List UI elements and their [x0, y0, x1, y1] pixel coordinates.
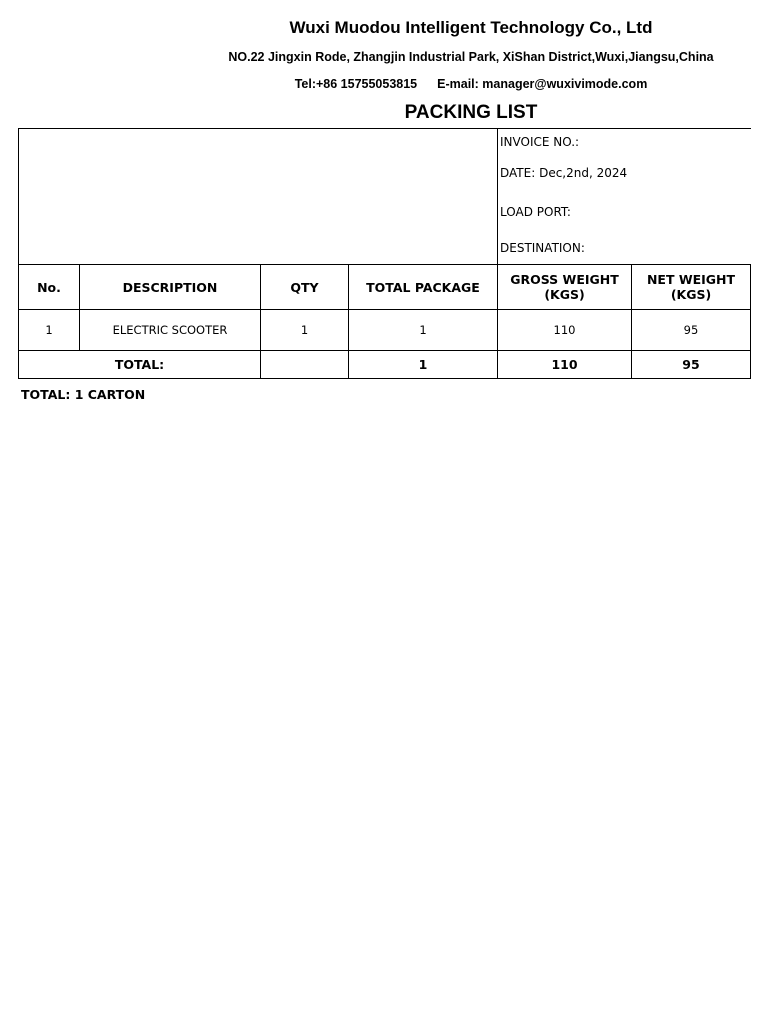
cell-net-weight: 95	[632, 310, 751, 351]
company-contact	[174, 77, 768, 91]
header-net-weight	[632, 265, 751, 310]
header-no: No.	[19, 265, 80, 310]
packing-list-table	[18, 128, 751, 379]
header-description: DESCRIPTION	[80, 265, 261, 310]
info-row	[19, 129, 751, 265]
document-title: PACKING LIST	[404, 102, 538, 123]
total-gross-weight: 110	[498, 351, 632, 379]
destination-label: DESTINATION:	[500, 241, 585, 255]
total-carton-note: TOTAL: 1 CARTON	[21, 387, 146, 402]
header-total-package: TOTAL PACKAGE	[349, 265, 498, 310]
company-email: E-mail: manager@wuxivimode.com	[437, 77, 648, 91]
total-package: 1	[349, 351, 498, 379]
total-qty	[261, 351, 349, 379]
header-gross-weight-line2: (KGS)	[544, 287, 585, 302]
consignee-block	[19, 129, 498, 265]
cell-total-package: 1	[349, 310, 498, 351]
header-net-weight-line1: NET WEIGHT	[646, 272, 736, 287]
header-gross-weight-line1: GROSS WEIGHT	[510, 272, 619, 287]
load-port-label: LOAD PORT:	[500, 205, 571, 219]
cell-no: 1	[19, 310, 80, 351]
invoice-no-label: INVOICE NO.:	[500, 135, 580, 149]
company-address: NO.22 Jingxin Rode, Zhangjin Industrial Park, XiShan District,Wuxi,Jiangsu,China	[228, 50, 714, 64]
company-tel: Tel:+86 15755053815	[294, 77, 418, 91]
cell-qty: 1	[261, 310, 349, 351]
total-label: TOTAL:	[19, 351, 261, 379]
total-row	[19, 351, 751, 379]
table-header-row	[19, 265, 751, 310]
table-row	[19, 310, 751, 351]
total-net-weight: 95	[632, 351, 751, 379]
cell-gross-weight: 110	[498, 310, 632, 351]
cell-description: ELECTRIC SCOOTER	[80, 310, 261, 351]
header-net-weight-line2: (KGS)	[670, 287, 712, 302]
header-gross-weight	[498, 265, 632, 310]
date-label: DATE: Dec,2nd, 2024	[500, 166, 628, 180]
header-qty: QTY	[261, 265, 349, 310]
company-name: Wuxi Muodou Intelligent Technology Co., Ltd	[289, 18, 653, 37]
shipment-info-block	[498, 129, 751, 265]
